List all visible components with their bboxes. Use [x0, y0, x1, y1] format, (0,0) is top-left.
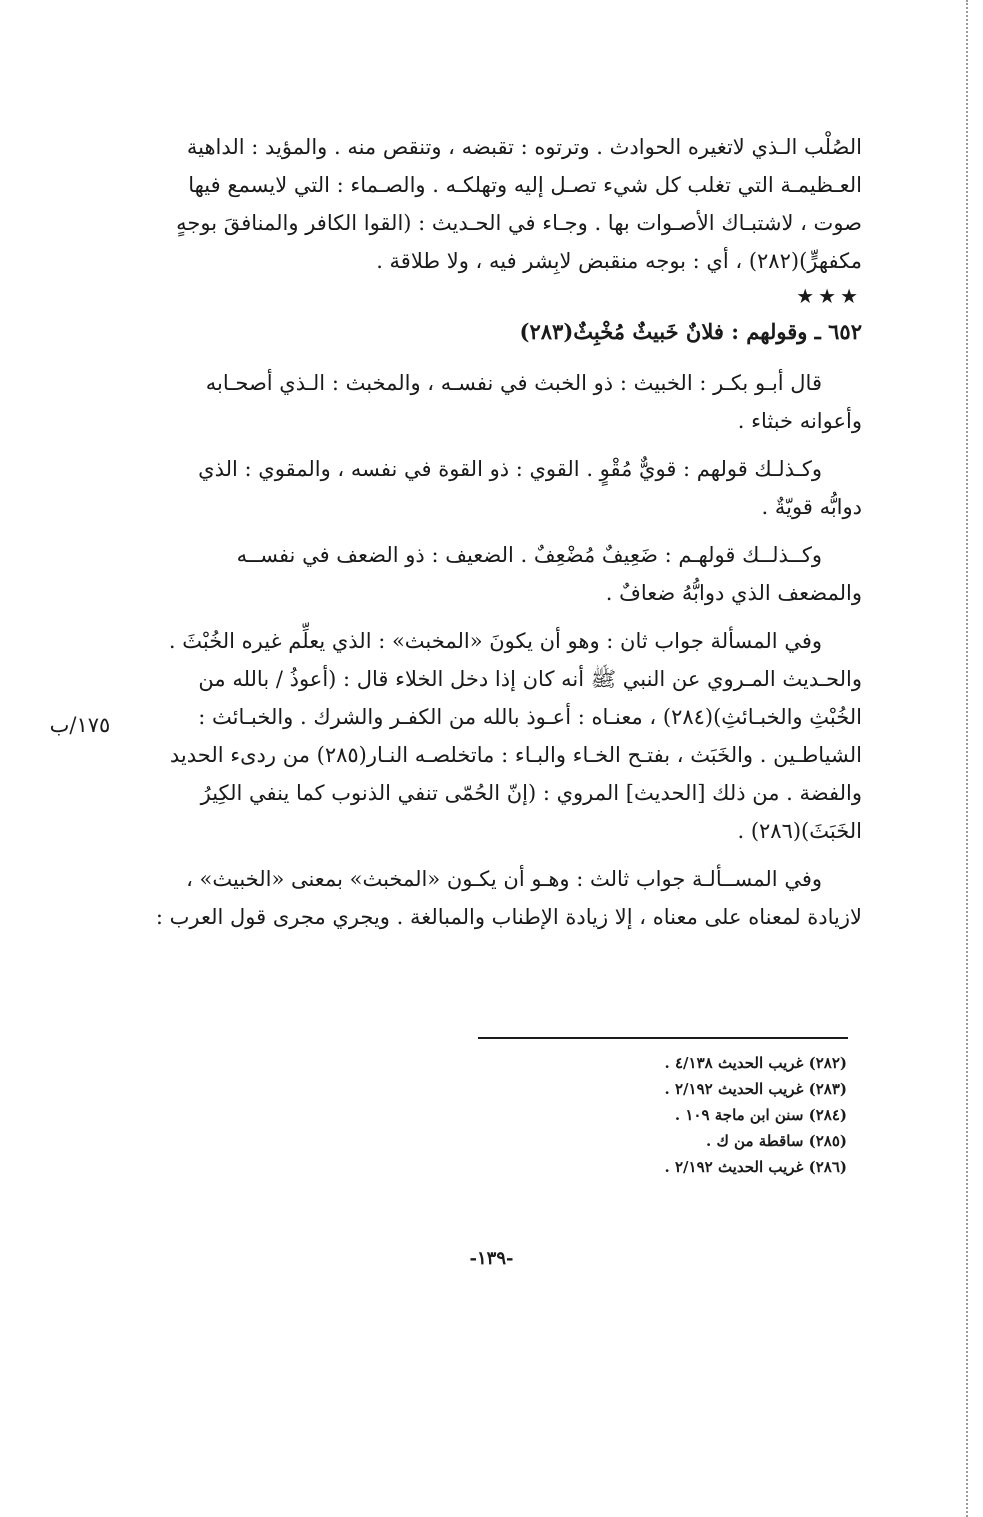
page-edge-dotted-rule — [966, 0, 968, 1517]
footnotes — [427, 1050, 847, 1180]
text-line: وفي المسألة جواب ثان : وهو أن يكونَ «المخبث» : الذي يعلِّم غيره الخُبْثَ . — [168, 629, 822, 653]
paragraph-4 — [140, 536, 862, 612]
paragraph-6 — [140, 860, 862, 936]
text-line: لازيادة لمعناه على معناه ، إلا زيادة الإطناب والمبالغة . ويجري مجرى قول العرب : — [155, 905, 862, 929]
text-line: صوت ، لاشتبـاك الأصـوات بها . وجـاء في الحـديث : (القوا الكافر والمنافقَ بوجهٍ — [176, 211, 862, 235]
section-heading: ٦٥٢ ـ وقولهم : فلانٌ خَبيثٌ مُخْبِثٌ(٢٨٣) — [519, 319, 862, 344]
text-line: الخَبَثَ)(٢٨٦) . — [737, 819, 862, 843]
text-line: الصُلْب الـذي لاتغيره الحوادث . وترتوه : تقبضه ، وتنقص منه . والمؤيد : الداهية — [186, 135, 862, 159]
footnote-item: (٢٨٢) غريب الحديث ٤/١٣٨ . — [664, 1054, 847, 1072]
text-line: والمضعف الذي دوابُّهُ ضعافٌ . — [605, 581, 862, 605]
section-separator-stars: ★★★ — [796, 284, 862, 308]
text-line: والفضة . من ذلك [الحديث] المروي : (إنّ الحُمّى تنفي الذنوب كما ينفي الكِيرُ — [200, 781, 862, 805]
paragraph-2 — [140, 364, 862, 440]
footnote-item: (٢٨٦) غريب الحديث ٢/١٩٢ . — [664, 1158, 847, 1176]
text-line: وكــذلــك قولهـم : ضَعِيفٌ مُضْعِفٌ . الضعيف : ذو الضعف في نفســه — [236, 543, 822, 567]
text-line: العـظيمـة التي تغلب كل شيء تصـل إليه وتهلكـه . والصـماء : التي لايسمع فيها — [188, 173, 862, 197]
paragraph-1 — [140, 128, 862, 280]
text-line: والحـديث المـروي عن النبي ﷺ أنه كان إذا دخل الخلاء قال : (أعوذُ / بالله من — [198, 667, 862, 691]
text-line: مكفهرٍّ)(٢٨٢) ، أي : بوجه منقبض لابِشر فيه ، ولا طلاقة . — [376, 249, 862, 273]
footnote-item: (٢٨٤) سنن ابن ماجة ١٠٩ . — [674, 1106, 847, 1124]
text-line: قال أبـو بكـر : الخبيث : ذو الخبث في نفسـه ، والمخبث : الـذي أصحـابه — [205, 371, 822, 395]
page-number: -١٣٩- — [469, 1248, 514, 1269]
manuscript-folio-marker: ١٧٥/ب — [49, 713, 111, 737]
main-text — [140, 128, 862, 936]
text-line: الشياطـين . والخَبَث ، بفتـح الخـاء والبـاء : ماتخلصـه النـار(٢٨٥) من ردىء الحديد — [169, 743, 862, 767]
footnote-item: (٢٨٥) ساقطة من ك . — [706, 1132, 847, 1150]
paragraph-3 — [140, 450, 862, 526]
text-line: الخُبْثِ والخبـائثِ)(٢٨٤) ، معنـاه : أعـوذ بالله من الكفـر والشرك . والخبـائث : — [198, 705, 862, 729]
footnote-item: (٢٨٣) غريب الحديث ٢/١٩٢ . — [664, 1080, 847, 1098]
text-line: وكـذلـك قولهم : قويٌّ مُقْوٍ . القوي : ذو القوة في نفسه ، والمقوي : الذي — [198, 457, 822, 481]
paragraph-5 — [140, 622, 862, 850]
footnote-separator — [478, 1037, 848, 1039]
text-line: دوابُّه قويّةٌ . — [761, 495, 862, 519]
text-line: وأعوانه خبثاء . — [737, 409, 862, 433]
text-line: وفي المســألـة جواب ثالث : وهـو أن يكـون «المخبث» بمعنى «الخبيث» ، — [186, 867, 822, 891]
